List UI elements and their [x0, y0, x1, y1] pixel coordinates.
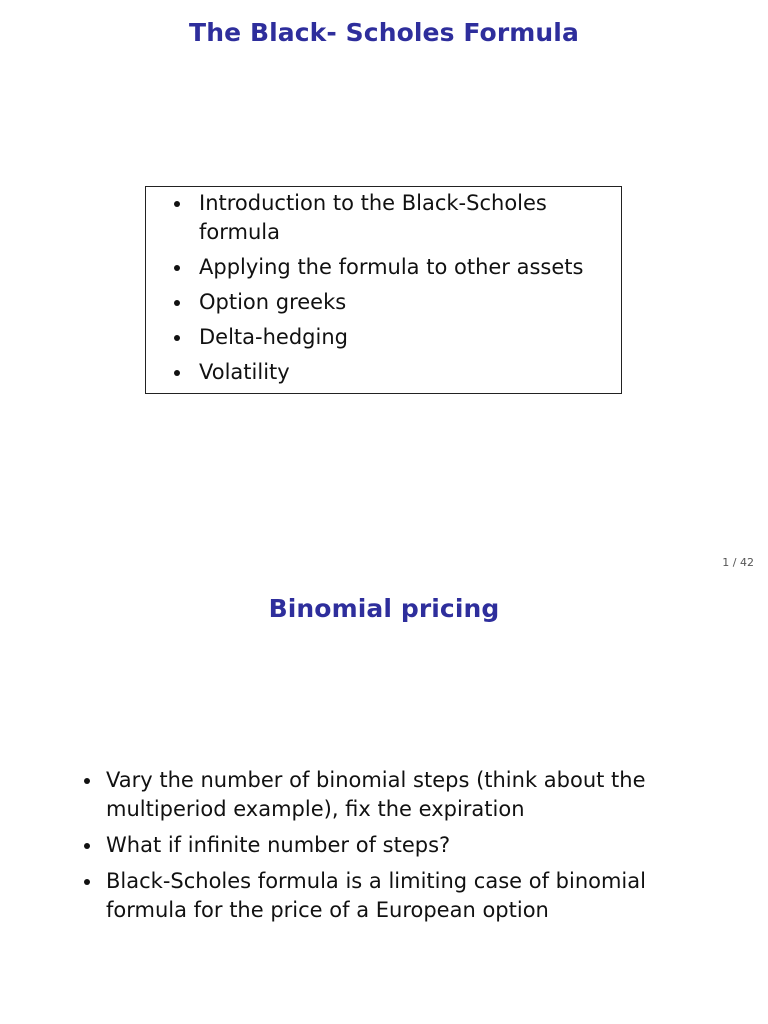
outline-item: Option greeks — [174, 288, 604, 317]
list-item: Vary the number of binomial steps (think about the multiperiod example), fix the expiration — [84, 766, 684, 824]
slide-1-title: The Black- Scholes Formula — [189, 18, 579, 47]
slide-2 — [0, 580, 768, 1024]
outline-item: Introduction to the Black-Scholes formula — [174, 189, 604, 247]
bullet-dot-icon — [174, 201, 180, 207]
bullet-dot-icon — [174, 370, 180, 376]
outline-item: Applying the formula to other assets — [174, 253, 604, 282]
slide-2-title: Binomial pricing — [268, 594, 500, 623]
outline-item: Delta-hedging — [174, 323, 604, 352]
content-list — [84, 766, 684, 932]
bullet-dot-icon — [174, 335, 180, 341]
bullet-dot-icon — [84, 778, 90, 784]
page-number: 1 / 42 — [722, 556, 754, 569]
bullet-dot-icon — [174, 300, 180, 306]
outline-item: Volatility — [174, 358, 604, 387]
outline-list — [174, 189, 604, 393]
list-item: What if infinite number of steps? — [84, 831, 684, 860]
bullet-dot-icon — [84, 843, 90, 849]
bullet-dot-icon — [84, 879, 90, 885]
list-item: Black-Scholes formula is a limiting case of binomial formula for the price of a European option — [84, 867, 684, 925]
bullet-dot-icon — [174, 265, 180, 271]
outline-box — [145, 186, 622, 394]
